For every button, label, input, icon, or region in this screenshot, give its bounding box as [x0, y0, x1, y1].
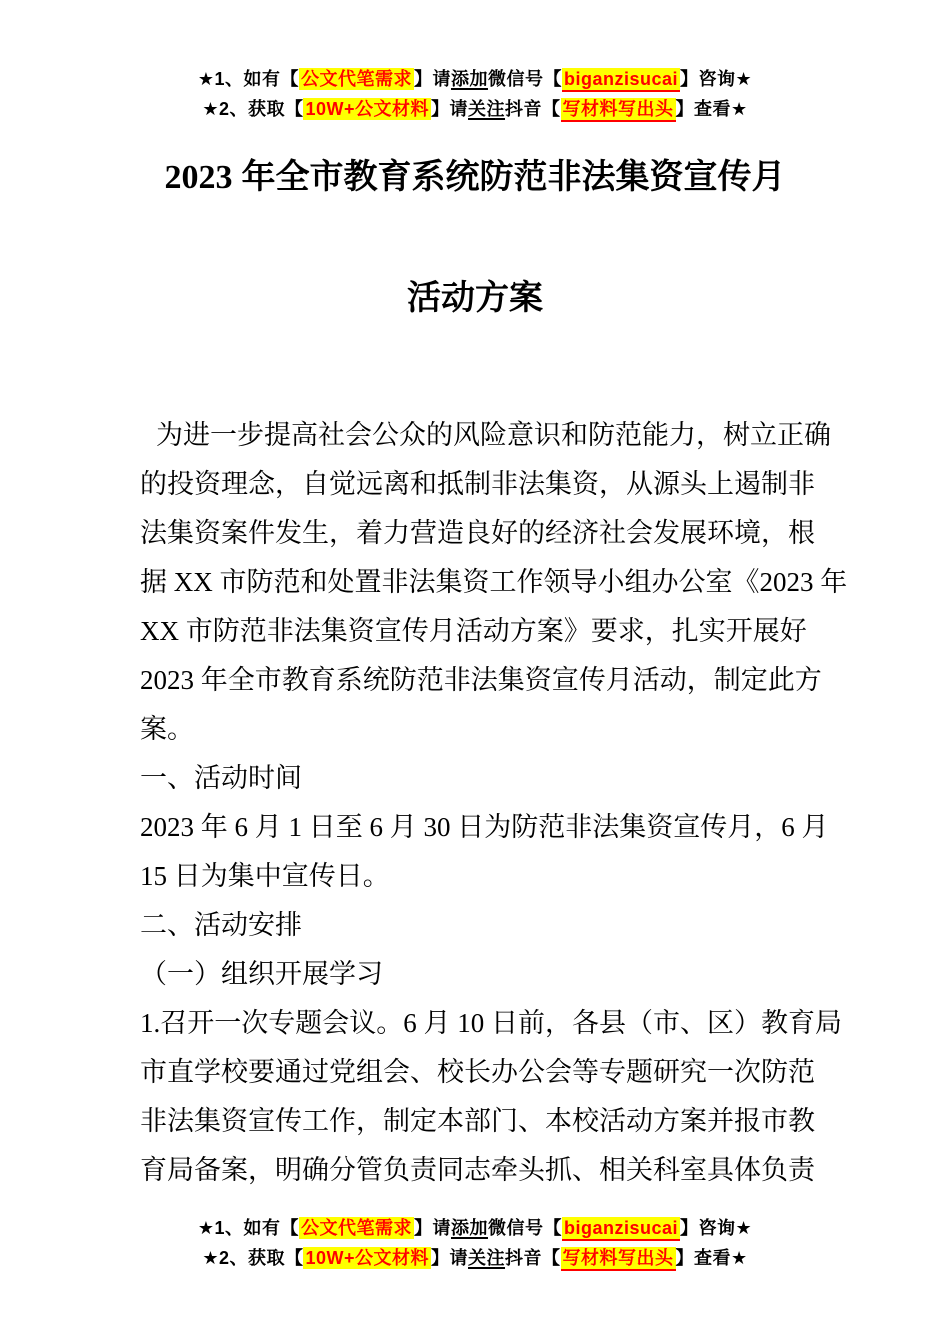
body-line: 2023 年全市教育系统防范非法集资宣传月活动，制定此方: [140, 665, 822, 695]
doc-title-line1: [0, 154, 950, 201]
body-line: 据 XX 市防范和处置非法集资工作领导小组办公室《2023 年: [140, 567, 848, 597]
promo-text: 】咨询★: [680, 69, 753, 89]
promo-text: 】查看★: [675, 99, 748, 119]
promo-notice-bottom: [0, 1213, 950, 1273]
promo-text: ★1、如有【: [197, 1218, 299, 1238]
body-line: 市直学校要通过党组会、校长办公会等专题研究一次防范: [140, 1057, 815, 1087]
promo-text: 抖音【: [505, 99, 561, 119]
body-line: 非法集资宣传工作，制定本部门、本校活动方案并报市教: [140, 1106, 815, 1136]
promo-text: ★2、获取【: [202, 99, 304, 119]
body-line: 法集资案件发生，着力营造良好的经济社会发展环境，根: [140, 518, 815, 548]
body-line: 2023 年 6 月 1 日至 6 月 30 日为防范非法集资宣传月，6 月: [140, 812, 829, 842]
body-line: XX 市防范非法集资宣传月活动方案》要求，扎实开展好: [140, 616, 807, 646]
doc-body: [0, 411, 950, 1195]
body-heading-1: 一、活动时间: [140, 763, 302, 793]
highlight-keyword: 10W+公文材料: [305, 99, 430, 119]
promo-line-1: [0, 64, 950, 94]
highlight-douyin-id: 写材料写出头: [561, 98, 676, 122]
body-line: 育局备案，明确分管负责同志牵头抓、相关科室具体负责: [140, 1155, 815, 1185]
underlined-text: 添加: [450, 1218, 488, 1238]
body-subheading-1: （一）组织开展学习: [140, 959, 383, 989]
highlight-wechat-id: biganzisucai: [562, 68, 680, 92]
body-heading-2: 二、活动安排: [140, 910, 302, 940]
body-line: 为进一步提高社会公众的风险意识和防范能力，树立正确: [156, 420, 831, 450]
body-line: 1.召开一次专题会议。6 月 10 日前，各县（市、区）教育局: [140, 1008, 842, 1038]
promo-line-2: [0, 94, 950, 124]
underlined-text: 关注: [468, 99, 506, 119]
promo-text: 微信号【: [487, 69, 562, 89]
promo-text: ★2、获取【: [202, 1248, 304, 1268]
body-line: 案。: [140, 714, 194, 744]
promo-text: 】请: [431, 1248, 469, 1268]
highlight-douyin-id: 写材料写出头: [561, 1247, 676, 1271]
doc-title-text: 年全市教育系统防范非法集资宣传月: [241, 158, 786, 196]
underlined-text: 添加: [450, 69, 488, 89]
doc-title-line2: 活动方案: [407, 279, 543, 317]
promo-text: 】请: [413, 69, 451, 89]
doc-title-year: 2023: [164, 159, 233, 196]
highlight-keyword: 公文代笔需求: [300, 1218, 412, 1238]
body-line: 15 日为集中宣传日。: [140, 861, 390, 891]
promo-text: ★1、如有【: [197, 69, 299, 89]
highlight-keyword: 10W+公文材料: [305, 1248, 430, 1268]
promo-text: 抖音【: [505, 1248, 561, 1268]
promo-text: 】查看★: [675, 1248, 748, 1268]
underlined-text: 关注: [468, 1248, 506, 1268]
promo-line-1: [0, 1213, 950, 1243]
promo-line-2: [0, 1243, 950, 1273]
promo-notice-top: [0, 0, 950, 124]
promo-text: 】咨询★: [680, 1218, 753, 1238]
highlight-wechat-id: biganzisucai: [562, 1217, 680, 1241]
highlight-keyword: 公文代笔需求: [300, 69, 412, 89]
promo-text: 微信号【: [487, 1218, 562, 1238]
promo-text: 】请: [413, 1218, 451, 1238]
promo-text: 】请: [431, 99, 469, 119]
body-line: 的投资理念，自觉远离和抵制非法集资，从源头上遏制非: [140, 469, 815, 499]
